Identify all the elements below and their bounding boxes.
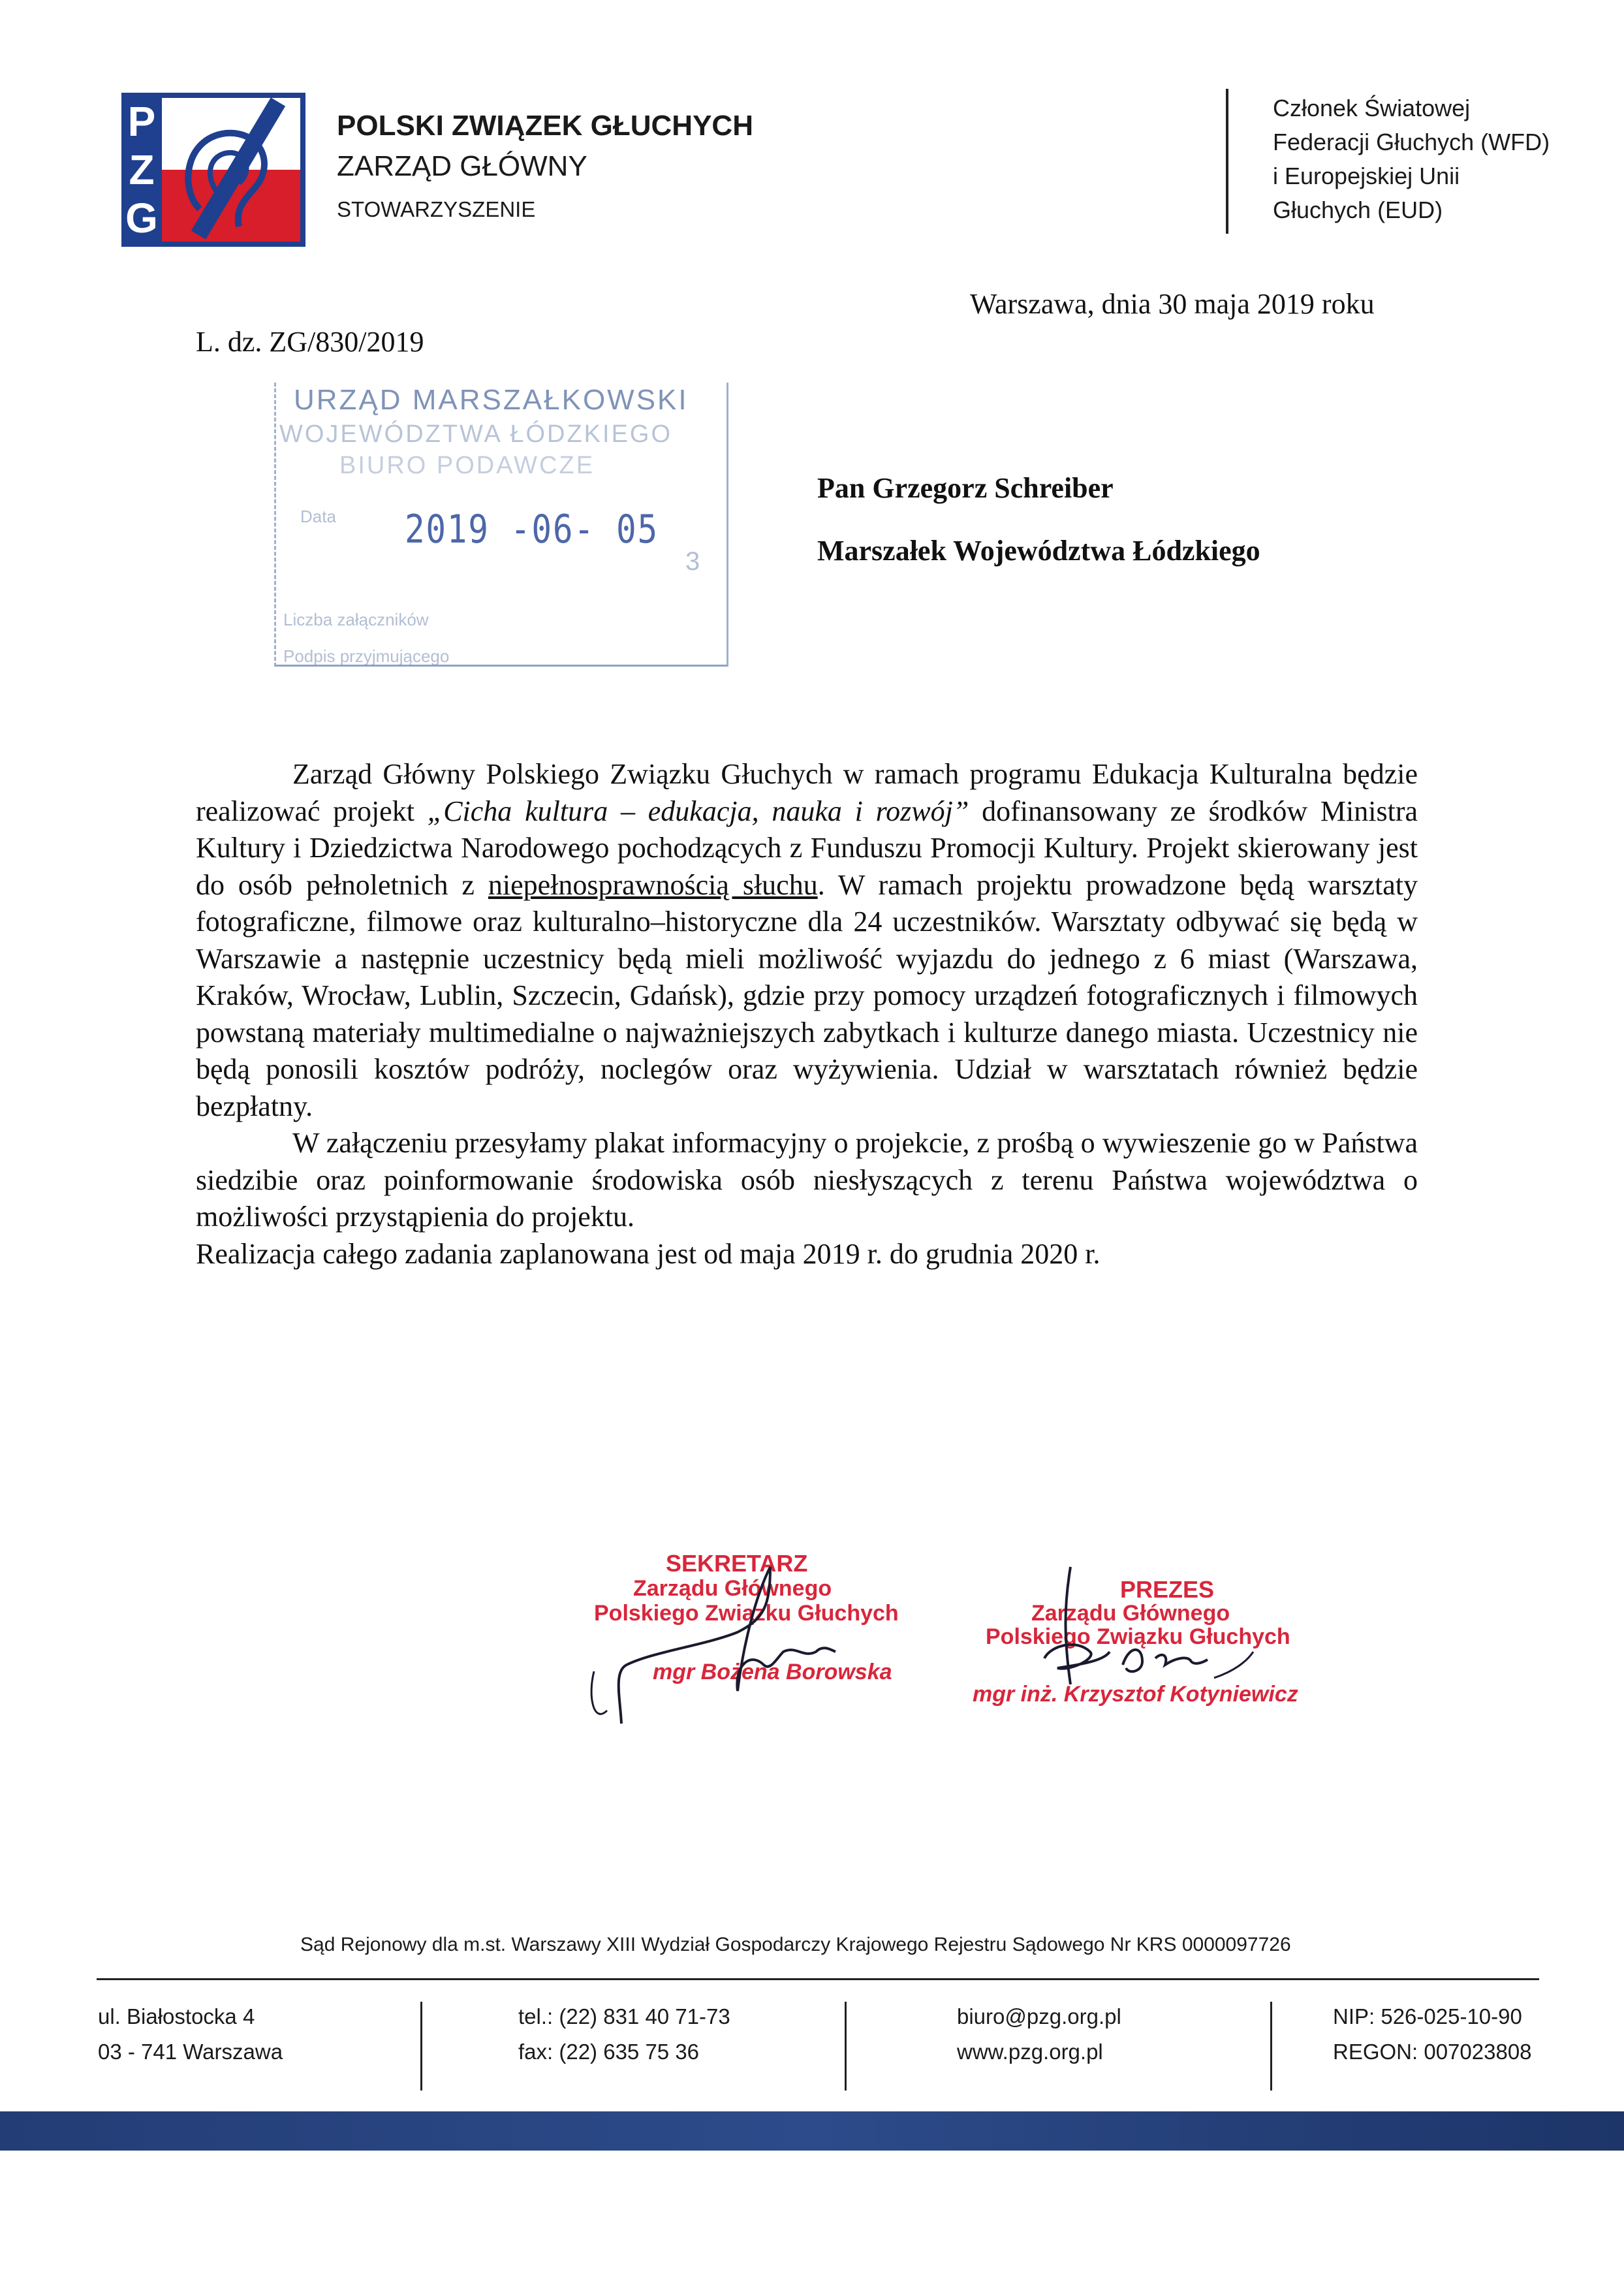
recipient-name: Pan Grzegorz Schreiber — [817, 472, 1114, 504]
email-link[interactable]: biuro@pzg.org.pl — [957, 2004, 1121, 2028]
recipient-title: Marszałek Województwa Łódzkiego — [817, 535, 1260, 567]
membership-note — [1273, 91, 1550, 227]
reference-number: L. dz. ZG/830/2019 — [196, 326, 424, 358]
signature-line: Zarządu Głównego — [1031, 1601, 1230, 1626]
membership-line: Federacji Głuchych (WFD) — [1273, 129, 1550, 155]
place-date: Warszawa, dnia 30 maja 2019 roku — [970, 288, 1375, 320]
stamp-date: 2019 -06- 05 — [405, 507, 659, 552]
footer-column-divider — [420, 2002, 422, 2091]
signature-name: mgr Bożena Borowska — [653, 1660, 892, 1684]
court-registration: Sąd Rejonowy dla m.st. Warszawy XIII Wydział Gospodarczy Krajowego Rejestru Sądowego Nr KRS 0000097726 — [300, 1934, 1291, 1955]
paragraph-text: dofinansowany ze środków Ministra Kultury i Dziedzictwa Narodowego pochodzących z Funduszu Promocji Kultury. Projekt skierowany jest do osób pełnoletnich z — [196, 795, 1418, 901]
signature-line: Zarządu Głównego — [633, 1576, 832, 1601]
nip-number: NIP: 526-025-10-90 — [1333, 2004, 1522, 2028]
org-name: POLSKI ZWIĄZEK GŁUCHYCH — [337, 110, 753, 142]
address-city: 03 - 741 Warszawa — [98, 2040, 283, 2064]
membership-line: Głuchych (EUD) — [1273, 197, 1443, 223]
stamp-number: 3 — [685, 547, 700, 576]
pzg-logo — [121, 93, 305, 247]
paragraph-attachment: W załączeniu przesyłamy plakat informacyjny o projekcie, z prośbą o wywieszenie go w Państwa siedzibie oraz poinformowanie środowiska osób niesłyszących z terenu Państwa województwa o możliwości przystąpienia do projektu. — [196, 1127, 1418, 1233]
membership-line: i Europejskiej Unii — [1273, 163, 1460, 189]
footer-column-divider — [845, 2002, 847, 2091]
footer-column-divider — [1270, 2002, 1272, 2091]
project-title: „Cicha kultura – edukacja, nauka i rozwój” — [427, 795, 969, 827]
receipt-stamp — [274, 383, 731, 670]
stamp-label-attachments: Liczba załączników — [283, 610, 429, 629]
footer-divider — [97, 1978, 1539, 1980]
signature-title: PREZES — [1120, 1576, 1215, 1603]
signature-name: mgr inż. Krzysztof Kotyniewicz — [973, 1682, 1298, 1707]
signature-line: Polskiego Związku Głuchych — [986, 1624, 1290, 1649]
website-link[interactable]: www.pzg.org.pl — [957, 2040, 1103, 2064]
handwritten-signature-icon — [574, 1541, 940, 1737]
stamp-label-signature: Podpis przyjmującego — [283, 646, 450, 666]
logo-letter-p: P — [127, 98, 156, 145]
letter-body — [196, 756, 1418, 1272]
org-subtitle: ZARZĄD GŁÓWNY — [337, 150, 587, 182]
stamp-line-region: WOJEWÓDZTWA ŁÓDZKIEGO — [279, 420, 673, 448]
stamp-label-date: Data — [300, 507, 336, 526]
org-type: STOWARZYSZENIE — [337, 197, 536, 221]
paragraph-text: . W ramach projektu prowadzone będą warsztaty fotograficzne, filmowe oraz kulturalno–historyczne dla 24 uczestników. Warsztaty odbywać się będą w Warszawie a następnie uczestnicy będą mieli możliwość wyjazdu do jednego z 6 miast (Warszawa, Kraków, Wrocław, Lublin, Szczecin, Gdańsk), gdzie przy pomocy urządzeń fotograficznych i filmowych powstaną materiały multimedialne o najważniejszych zabytkach i kulturze danego miasta. Uczestnicy nie będą ponosili kosztów podróży, noclegów oraz wyżywienia. Udział w warsztatach również będzie bezpłatny. — [196, 868, 1418, 1122]
header-divider — [1226, 89, 1228, 234]
ear-icon — [121, 93, 305, 247]
signature-line: Polskiego Związku Głuchych — [594, 1601, 899, 1626]
signature-secretary — [574, 1541, 940, 1737]
signature-title: SEKRETARZ — [666, 1550, 808, 1577]
phone-number: tel.: (22) 831 40 71-73 — [518, 2004, 730, 2028]
regon-number: REGON: 007023808 — [1333, 2040, 1532, 2064]
footer-phones — [518, 1999, 730, 2070]
footer-tax-ids — [1333, 1999, 1532, 2070]
stamp-line-office: URZĄD MARSZAŁKOWSKI — [294, 384, 689, 416]
logo-letter-g: G — [125, 195, 158, 242]
logo-letter-z: Z — [129, 146, 155, 193]
signature-president — [966, 1547, 1305, 1743]
paragraph-project — [196, 756, 1418, 1125]
fax-number: fax: (22) 635 75 36 — [518, 2040, 700, 2064]
stamp-line-desk: BIURO PODAWCZE — [339, 452, 595, 479]
address-street: ul. Białostocka 4 — [98, 2004, 255, 2028]
underlined-phrase: niepełnosprawnością słuchu — [488, 868, 818, 901]
footer-web — [957, 1999, 1121, 2070]
handwritten-signature-icon — [966, 1547, 1305, 1743]
footer-color-bar — [0, 2111, 1624, 2151]
paragraph-schedule: Realizacja całego zadania zaplanowana jest od maja 2019 r. do grudnia 2020 r. — [196, 1237, 1101, 1270]
membership-line: Członek Światowej — [1273, 95, 1471, 121]
paragraph-text: Zarząd Główny Polskiego Związku Głuchych w ramach programu Edukacja Kulturalna będzie realizować projekt — [196, 758, 1418, 827]
footer-address — [98, 1999, 283, 2070]
